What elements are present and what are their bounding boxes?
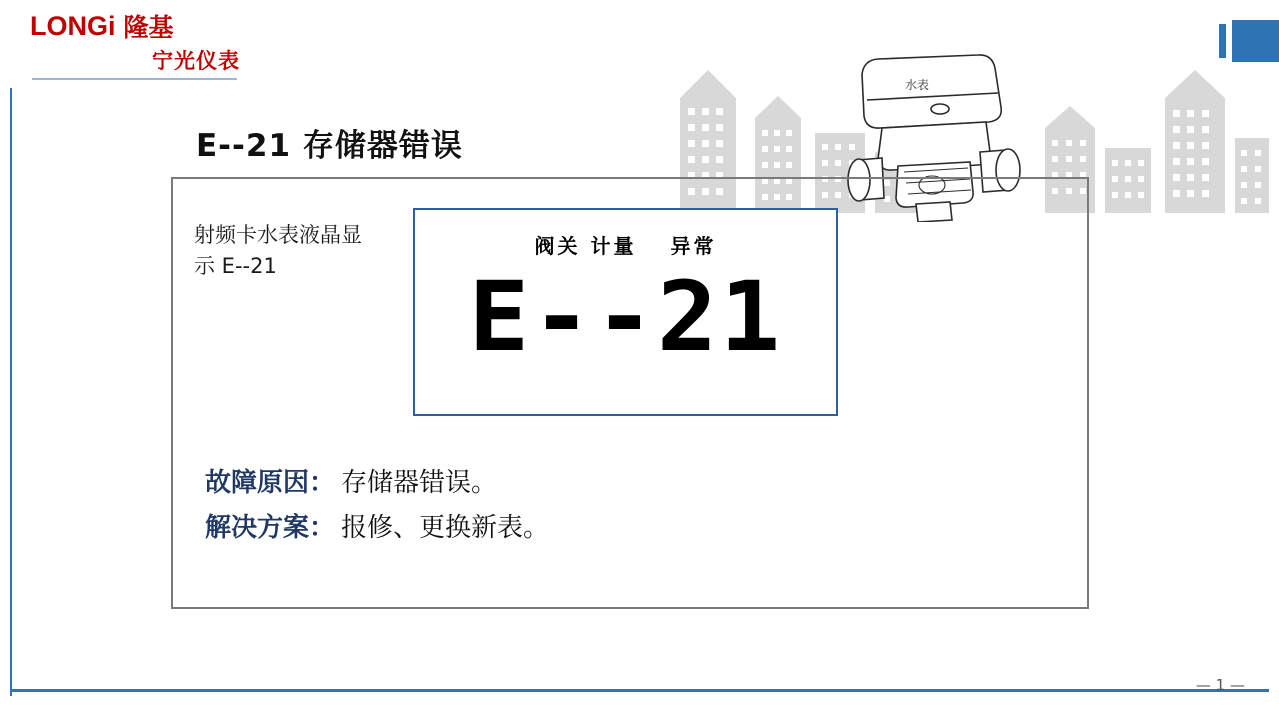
cause-label: 故障原因： bbox=[205, 468, 336, 498]
footer-divider bbox=[10, 676, 1269, 694]
page-title: E--21 存储器错误 bbox=[196, 128, 463, 164]
logo-latin-text: LONGi bbox=[30, 10, 116, 41]
corner-accent-bar-thin bbox=[1219, 24, 1226, 58]
explanation-block bbox=[205, 462, 905, 552]
logo-subtitle-text: 宁光仪表 bbox=[152, 49, 240, 73]
logo-divider bbox=[32, 78, 237, 80]
solution-label: 解决方案： bbox=[205, 513, 336, 543]
lcd-digit-readout: E--21 bbox=[468, 261, 783, 373]
lcd-caption-text: 射频卡水表液晶显示 E--21 bbox=[194, 223, 362, 278]
logo-chinese-text: 隆基 bbox=[123, 13, 174, 42]
lcd-status-left: 阀关 计量 bbox=[534, 234, 637, 258]
corner-accent-mark bbox=[1219, 20, 1279, 62]
meter-device-label: 水表 bbox=[905, 78, 930, 92]
solution-value: 报修、更换新表。 bbox=[341, 513, 550, 543]
lcd-status-row bbox=[415, 230, 836, 259]
left-edge-line bbox=[10, 88, 12, 696]
cause-row bbox=[205, 462, 905, 499]
lcd-display-panel bbox=[413, 208, 838, 416]
cause-value: 存储器错误。 bbox=[341, 468, 498, 498]
lcd-status-right: 异常 bbox=[670, 234, 717, 258]
page-number: — 1 — bbox=[1195, 676, 1245, 694]
solution-row bbox=[205, 507, 905, 544]
logo-primary-row bbox=[30, 8, 240, 44]
corner-accent-bar-thick bbox=[1232, 20, 1279, 62]
brand-logo bbox=[30, 8, 240, 80]
